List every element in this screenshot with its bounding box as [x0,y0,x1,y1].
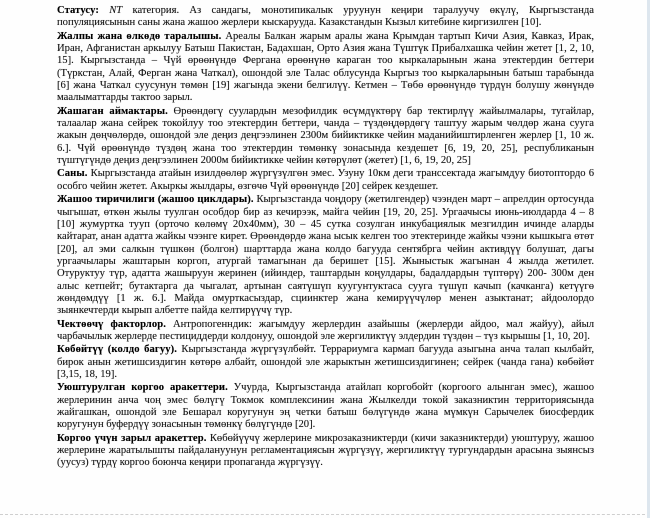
paragraph-distribution [57,31,594,105]
breeding-text: Кыргызстанда жүргүзүлбөйт. Террариумга кармап багууда азыгына анча талап кылбайт, бирок анын жетишсиздигин көтөрө албайт, ошондой эле жарыктын жетишсиздигинен; сейрек (чанда гана) көбөйөт [3,15, 18, 19]. [57,344,594,380]
conservation-current-label: Уюштурулган коргоо аракеттери. [57,382,228,394]
population-label: Саны. [57,168,88,180]
habitat-text: Өрөөндөгү суулардын мезофилдик өсүмдүктөрү бар тектирлүү жайылмалары, тугайлар, талаалар жана сейрек токойлуу тоо этектердин беттери, чанда – түздөңдөрдөгү таштуу жарым чөлдөр жана сууга жакын дөңчөлөрдө, ошондой эле деңиз деңгээлинен 2300м бийиктикке чейин маданийиштирленген жерлер [1, 10 ж. 6.]. Чүй өрөөнүндө түздөң жана тоо этектердин төмөнкү зонасында кездешет [6, 19, 20, 25], республиканын түштүгүндө деңиз деңгээлинен 2000м бийиктикке чейин көтөрүлөт (жетет) [1, 6, 19, 20, 25] [57,105,594,167]
conservation-needed-label: Коргоо үчүн зарыл аракеттер. [57,432,207,444]
limiting-factors-text: Антропогенндик: жагымдуу жерлердин азайышы (жерлерди айдоо, мал жайуу), айыл чарбачылык жерлерде пестициддерди колдонуу, ошондой эле жергиликтүү элдердин түздөн – түз кырышы [1, 10, 20]. [57,318,594,342]
species-article-text [57,5,594,471]
scan-artifact-line [0,514,650,515]
paragraph-limiting-factors [57,319,594,344]
limiting-factors-label: Чектөөчү факторлор. [57,318,166,330]
population-text: Кыргызстанда атайын изилдөөлөр жүргүзүлгөн эмес. Узуну 10км деги транссектада жагымдуу биотоптордо 6 особго чейин жетет. Акыркы жылдары, өзгөчө Чүй өрөөнүндө [20] сейрек кездешет. [57,168,594,192]
biology-label: Жашоо тиричилиги (жашоо циклдары). [57,194,254,206]
paragraph-biology [57,194,594,317]
status-label: Статусу: [57,5,99,16]
paragraph-breeding [57,344,594,381]
habitat-label: Жашаган аймактары. [57,105,168,117]
paragraph-conservation-current [57,382,594,431]
status-text: категория. Аз сандагы, монотипикалык уруунун кеңири таралуучу өкүлү, Кыргызстанда популяциясынын саны жана жашоо жерлери кыскарууда. Казакстандын Кызыл китебине киргизилген [10]. [57,5,594,29]
paragraph-habitat [57,106,594,168]
biology-text: Кыргызстанда чоңдору (жетилгендер) чээнден март – апрелдин ортосунда чыгышат, өткөн жылы туулган особдор бир аз кечирээк, майга чейин [19, 20, 25]. Ургаачысы июнь-июлдарда 4 – 8 [10] жумуртка тууп (орточо көлөмү 20х40мм), 30 – 45 сутка созулган инкубациялык мезгилдин ичинде аларды кайтарат, анан адатта жайкы чээнге кирет. Өрөөндөрдө жана ысык келген тоо этектеринде жайкы чээни кышкыга өтөт [20], ал эми салкын түшкөн (болгон) шарттарда жана колдо багууда сентябрга чейин активдүү болушат, дагы ургаачылары жаштарын коргоп, атургай тамагынан да беришет [15]. Жыныстык жагынан 4 жылда жетилет. Отуруктуу түр, адатта жашыруун жеринен (ийиндер, таштардын коңулдары, бадалдардын түптөрү) 200- 300м ден алыс кетпейт; бутактарга да чыгалат, артынан саятүшүп куугунтуктаса сууга түшүп качып (качканга) кетүүгө жөндөмдүү [1 ж. 6.]. Майда омурткасыздар, сциинктер жана кемирүүчүлөр менен азыктанат; айдоолордо зыянкечтерди кырып албетте пайда келтирүүчү түр. [57,194,595,317]
status-category-code: NT [109,5,123,16]
distribution-label: Жалпы жана өлкөдө таралышы. [57,30,222,42]
paragraph-conservation-needed [57,433,594,470]
conservation-current-text: Учурда, Кыргызстанда атайлап коргобойт (коргоого алынган эмес), жашоо жерлеринин анча чоң эмес бөлүгү Токмок комплексинин жана Жылкелди токой заказниктин территориясында жайгашкан, ошондой эле Бешарал коругунун эң четки батыш бөлүгүндө жана мүмкүн Сарычелек биосфердик коругунун буфердүү зонасынын төмөнкү бөлүгүндө [20]. [57,382,594,431]
distribution-text: Ареалы Балкан жарым аралы жана Крымдан тартып Кичи Азия, Кавказ, Ирак, Иран, Афганистан аркылуу Батыш Пакистан, Бадахшан, Орто Азия жана Түштүк Прибалхашка чейин жетет [1, 2, 10, 15]. Кыргызстанда – Чүй өрөөнүндө Фергана өрөөнүнө караган тоо кыркаларынын жана этектердин беттери (Түркстан, Алай, Ферган жана Чаткал), ошондой эле Талас облусунда Кыргыз тоо кыркаларынын батыш тарабында [6] жана Чаткал суусунун төмөн [19] жагында экени белгилүү. Кетмен – Төбө өрөөнүндө түрдүн болушу жөнүндө маалыматтарды тактоо зарыл. [57,30,594,104]
paragraph-status [57,5,594,30]
breeding-label: Көбөйтүү (колдо багуу). [57,344,177,356]
paragraph-population [57,168,594,193]
conservation-needed-text: Көбөйүүчү жерлерине микрозаказниктерди (кичи заказниктерди) уюштуруу, жашоо жерлерине жаратылышты пайдалануунун регламентациясын жүргүзүү, жергиликтүү тургундардын арасына зыянсыз (уусуз) түрдү коргоо боюнча кеңири пропаганда жүргүзүү. [57,432,594,469]
